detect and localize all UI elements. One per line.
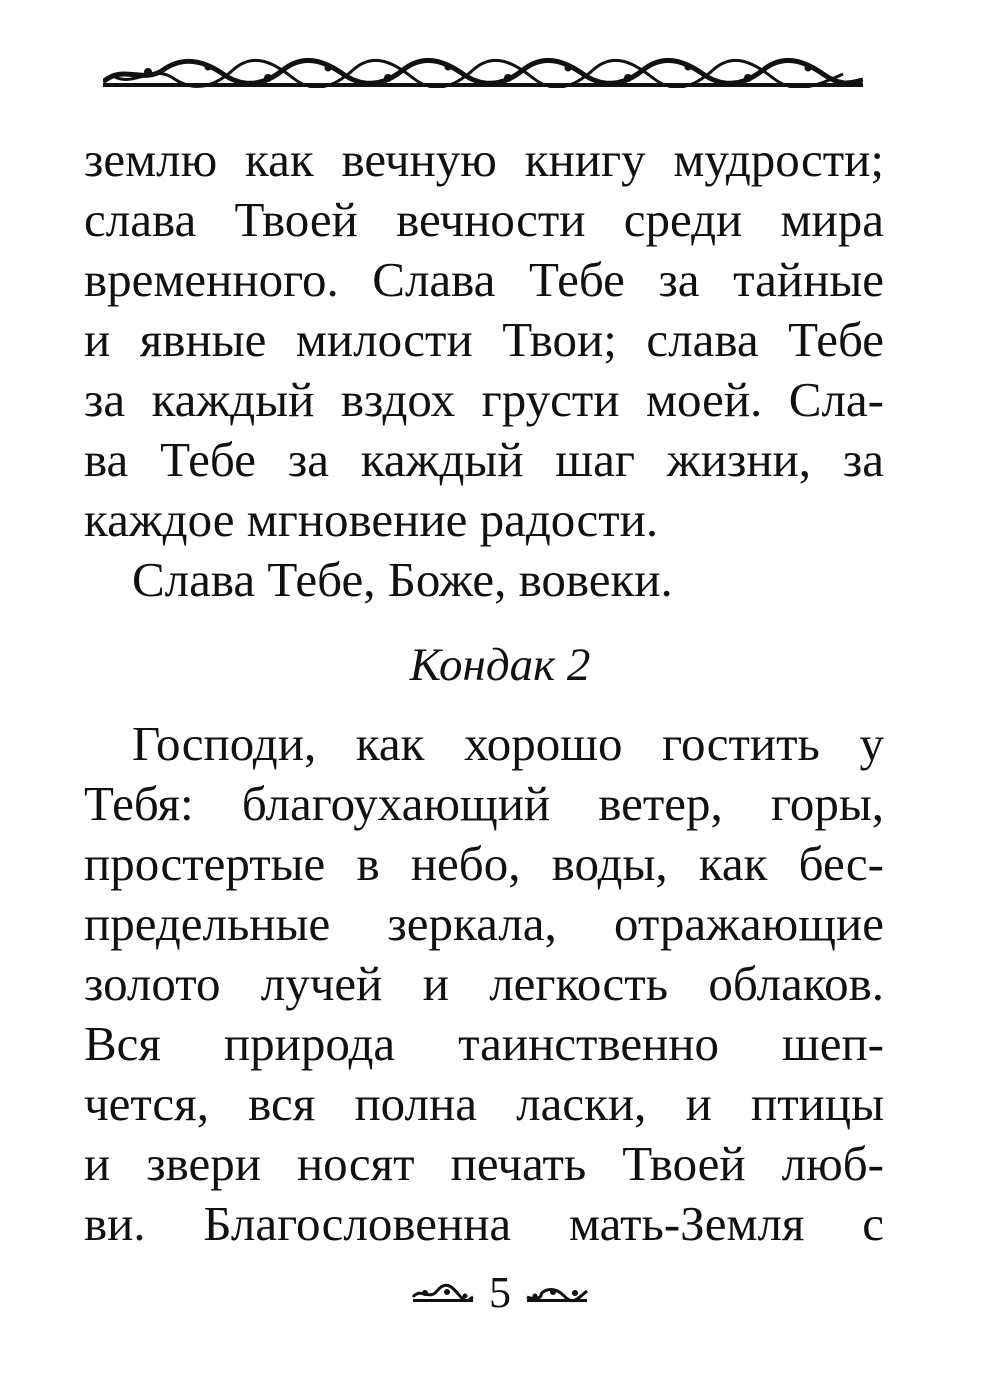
text-line: временного. Слава Тебе за тайные	[84, 252, 884, 307]
paragraph-ikos	[84, 130, 884, 610]
floral-ornament-icon	[525, 1283, 589, 1303]
text-line: простертые в небо, воды, как бес-	[84, 836, 884, 891]
page-number: 5	[489, 1268, 511, 1317]
ornamental-rule-icon	[103, 58, 863, 88]
floral-ornament-icon	[411, 1283, 475, 1303]
text-line: Тебя: благоухающий ветер, горы,	[84, 776, 884, 831]
text-line: землю как вечную книгу мудрости;	[84, 132, 884, 187]
refrain-line: Слава Тебе, Боже, вовеки.	[132, 552, 673, 607]
text-line: слава Твоей вечности среди мира	[84, 192, 884, 247]
paragraph-kontakion	[84, 714, 884, 1254]
text-line: ви. Благословенна мать-Земля с	[84, 1196, 884, 1251]
text-line: золото лучей и легкость облаков.	[84, 956, 884, 1011]
text-line: за каждый вздох грусти моей. Сла-	[84, 372, 884, 427]
text-line: ва Тебе за каждый шаг жизни, за	[84, 432, 884, 487]
text-line: предельные зеркала, отражающие	[84, 896, 884, 951]
text-line: и звери носят печать Твоей люб-	[84, 1136, 884, 1191]
text-line: Господи, как хорошо гостить у	[132, 716, 884, 771]
text-line: и явные милости Твои; слава Тебе	[84, 312, 884, 367]
text-line: чется, вся полна ласки, и птицы	[84, 1076, 884, 1131]
page-footer	[0, 1268, 1000, 1318]
text-line: каждое мгновение радости.	[84, 492, 659, 547]
section-heading: Кондак 2	[409, 639, 591, 691]
text-line: Вся природа таинственно шеп-	[84, 1016, 884, 1071]
